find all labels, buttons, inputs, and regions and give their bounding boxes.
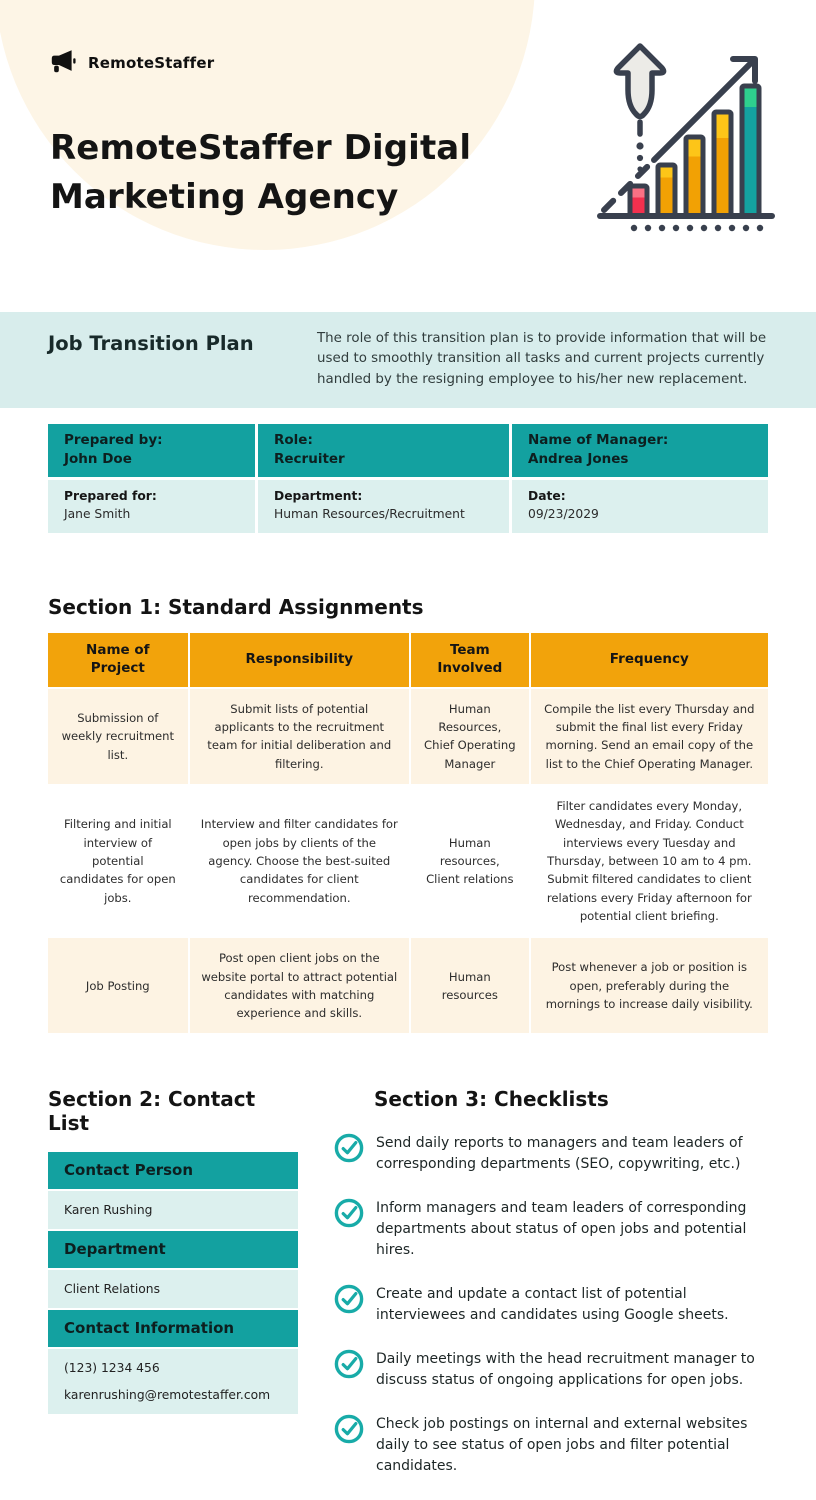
checklist-item [326, 1198, 768, 1261]
checklist-text: Send daily reports to managers and team leaders of corresponding departments (SEO, copywriting, etc.) [376, 1135, 743, 1173]
hero-header [0, 0, 816, 250]
intro-description: The role of this transition plan is to provide information that will be used to smoothly transition all tasks and current projects currently handled by the resigning employee to his/her new replacement. [317, 331, 767, 387]
section-1-title: Section 1: Standard Assignments [48, 594, 424, 619]
contact-value-department: Client Relations [48, 1270, 298, 1308]
info-table [48, 424, 768, 533]
contact-value-information [48, 1349, 298, 1414]
checklist-text: Inform managers and team leaders of corresponding departments about status of open jobs and potential hires. [376, 1200, 747, 1259]
check-circle-icon [334, 1414, 364, 1444]
section-2-title: Section 2: Contact List [48, 1087, 256, 1136]
megaphone-icon [50, 48, 77, 78]
brand-name: RemoteStaffer [88, 54, 215, 72]
contact-table [48, 1152, 298, 1414]
contact-header-department: Department [48, 1231, 298, 1268]
checklist-item [326, 1414, 768, 1477]
contact-value-person: Karen Rushing [48, 1191, 298, 1229]
intro-title: Job Transition Plan [48, 332, 254, 355]
contact-email: karenrushing@remotestaffer.com [64, 1388, 271, 1403]
intro-banner [0, 312, 816, 408]
section-2-contact-list [48, 1087, 298, 1414]
assignments-table [48, 633, 768, 1034]
growth-bar-chart-icon [596, 34, 778, 240]
checklist-item [326, 1133, 768, 1175]
section-3-title: Section 3: Checklists [374, 1087, 609, 1112]
info-cell-department: Department: Human Resources/Recruitment [258, 480, 509, 532]
check-circle-icon [334, 1349, 364, 1379]
info-cell-manager: Name of Manager: Andrea Jones [512, 424, 768, 477]
column-header-name-of-project: Name of Project [48, 633, 188, 687]
info-cell-date: Date: 09/23/2029 [512, 480, 768, 532]
table-cell: Filtering and initial interview of potential candidates for open jobs. [48, 786, 188, 936]
section-1-standard-assignments [48, 595, 768, 1034]
column-header-frequency: Frequency [531, 633, 768, 687]
brand-logo [50, 48, 214, 78]
table-cell: Interview and filter candidates for open jobs by clients of the agency. Choose the best-suited candidates for client recommendation. [190, 786, 409, 936]
checklist-text: Daily meetings with the head recruitment manager to discuss status of ongoing applications for open jobs. [376, 1351, 755, 1389]
table-cell: Human Resources, Chief Operating Manager [411, 689, 529, 784]
table-cell: Submission of weekly recruitment list. [48, 689, 188, 784]
contact-header-person: Contact Person [48, 1152, 298, 1189]
contact-phone: (123) 1234 456 [64, 1361, 160, 1376]
table-cell: Post open client jobs on the website portal to attract potential candidates with matching experience and skills. [190, 938, 409, 1033]
table-cell: Filter candidates every Monday, Wednesday, and Friday. Conduct interviews every Tuesday and Thursday, between 10 am to 4 pm. Submit filtered candidates to client relations every Friday afternoon for potential client briefing. [531, 786, 768, 936]
table-cell: Post whenever a job or position is open, preferably during the mornings to increase daily visibility. [531, 938, 768, 1033]
checklist-item [326, 1284, 768, 1326]
info-cell-role: Role: Recruiter [258, 424, 509, 477]
table-cell: Human resources, Client relations [411, 786, 529, 936]
section-3-checklists [326, 1087, 768, 1500]
checklist [326, 1133, 768, 1477]
table-cell: Submit lists of potential applicants to the recruitment team for initial deliberation and filtering. [190, 689, 409, 784]
check-circle-icon [334, 1198, 364, 1228]
check-circle-icon [334, 1284, 364, 1314]
table-cell: Human resources [411, 938, 529, 1033]
checklist-item [326, 1349, 768, 1391]
column-header-team-involved: Team Involved [411, 633, 529, 687]
info-cell-prepared-by: Prepared by: John Doe [48, 424, 255, 477]
table-cell: Compile the list every Thursday and submit the final list every Friday morning. Send an email copy of the list to the Chief Operating Manager. [531, 689, 768, 784]
page-title: RemoteStaffer Digital Marketing Agency [50, 128, 472, 217]
bottom-columns [48, 1087, 768, 1500]
checklist-text: Check job postings on internal and external websites daily to see status of open jobs and filter potential candidates. [376, 1416, 748, 1475]
info-cell-prepared-for: Prepared for: Jane Smith [48, 480, 255, 532]
table-cell: Job Posting [48, 938, 188, 1033]
check-circle-icon [334, 1133, 364, 1163]
column-header-responsibility: Responsibility [190, 633, 409, 687]
checklist-text: Create and update a contact list of potential interviewees and candidates using Google sheets. [376, 1286, 729, 1324]
contact-header-information: Contact Information [48, 1310, 298, 1347]
